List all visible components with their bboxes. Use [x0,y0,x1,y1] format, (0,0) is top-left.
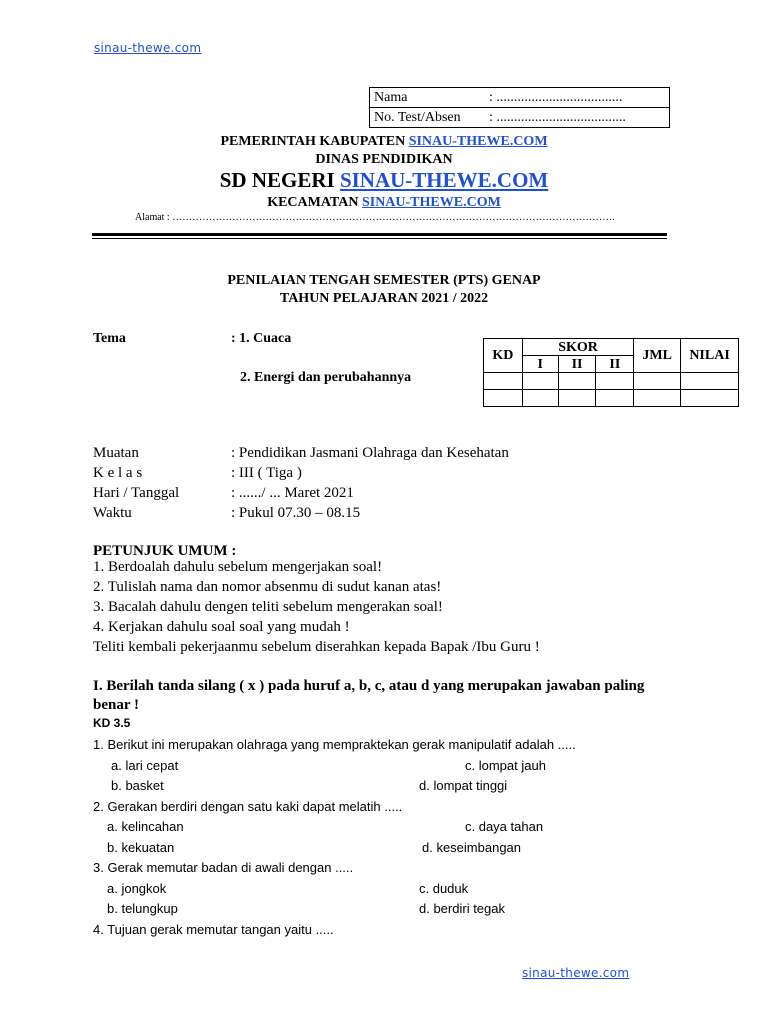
option-a[interactable]: a. lari cepat [111,757,179,773]
school-name [0,168,768,193]
score-header-jml: JML [634,339,681,373]
score-cell [558,390,596,407]
instruction-item: 3. Bacalah dahulu dengen teliti sebelum mengerakan soal! [93,599,443,615]
info-row-kelas [93,464,713,484]
letterhead-divider-thin [92,238,667,239]
option-b[interactable]: b. telungkup [107,901,178,916]
test-number-value: : ..................................... [489,110,626,125]
name-row [370,88,669,108]
option-a[interactable]: a. kelincahan [107,819,184,834]
section-instruction-cont: benar ! [93,697,139,713]
school-label: SD NEGERI [219,168,340,192]
info-row-tanggal [93,484,713,504]
option-b[interactable]: b. basket [111,778,164,793]
watermark-top-link[interactable]: sinau-thewe.com [94,41,202,55]
option-d[interactable]: d. berdiri tegak [419,901,505,916]
letterhead-dinas: DINAS PENDIDIKAN [315,152,453,167]
options-row [93,776,713,797]
info-label: K e l a s [93,465,143,481]
instructions-title: PETUNJUK UMUM : [93,543,237,559]
instruction-item: 1. Berdoalah dahulu sebelum mengerjakan soal! [93,559,383,575]
question-4: 4. Tujuan gerak memutar tangan yaitu ..... [93,921,334,937]
option-d[interactable]: d. lompat tinggi [419,778,508,793]
score-cell [596,373,634,390]
question-list [93,735,713,940]
score-cell [484,390,523,407]
kecamatan-link[interactable]: SINAU-THEWE.COM [361,195,501,210]
question-2: 2. Gerakan berdiri dengan satu kaki dapat melatih ..... [93,798,403,814]
score-header-ii-a: II [558,356,596,373]
exam-title: PENILAIAN TENGAH SEMESTER (PTS) GENAP [227,273,541,288]
instructions-list [93,558,713,658]
options-row [93,899,713,920]
score-cell [484,373,523,390]
info-label: Waktu [93,505,132,521]
score-row [484,390,739,407]
option-c[interactable]: c. lompat jauh [465,757,546,773]
options-row [93,838,713,859]
score-table [483,338,739,407]
government-link[interactable]: SINAU-THEWE.COM [408,134,548,149]
letterhead-government [0,133,768,150]
score-cell [558,373,596,390]
question-3: 3. Gerak memutar badan di awali dengan ..... [93,860,354,875]
score-header-i: I [522,356,558,373]
instruction-item: 2. Tulislah nama dan nomor absenmu di sudut kanan atas! [93,579,442,595]
student-name-box [369,87,670,128]
score-header-skor: SKOR [522,339,633,356]
score-cell [681,390,739,407]
kecamatan-label: KECAMATAN [267,195,362,210]
question-1: 1. Berikut ini merupakan olahraga yang mempraktekan gerak manipulatif adalah ..... [93,737,576,752]
tema-value-1: : 1. Cuaca [231,331,292,346]
letterhead-divider-thick [92,233,667,236]
exam-info [93,444,713,524]
score-cell [596,390,634,407]
instruction-item: Teliti kembali pekerjaanmu sebelum diserahkan kepada Bapak /Ibu Guru ! [93,639,540,655]
score-cell [522,373,558,390]
government-label: PEMERINTAH KABUPATEN [220,134,409,149]
name-value: : .................................... [489,90,623,105]
school-link[interactable]: SINAU-THEWE.COM [339,168,549,192]
option-b[interactable]: b. kekuatan [107,839,175,855]
info-label: Hari / Tanggal [93,485,180,501]
name-label: Nama [374,90,408,105]
info-row-muatan [93,444,713,464]
tema-label: Tema [93,331,126,346]
options-row [93,817,713,838]
option-a[interactable]: a. jongkok [107,880,167,896]
instruction-item: 4. Kerjakan dahulu soal soal yang mudah ! [93,619,350,635]
tema-value-2: 2. Energi dan perubahannya [240,370,412,385]
test-number-row [370,108,669,128]
options-row [93,879,713,900]
score-cell [634,390,681,407]
exam-year: TAHUN PELAJARAN 2021 / 2022 [279,291,489,306]
section-instruction: I. Berilah tanda silang ( x ) pada huruf a, b, c, atau d yang merupakan jawaban paling [93,678,645,694]
info-label: Muatan [93,445,139,461]
info-value: : Pukul 07.30 – 08.15 [231,505,361,521]
score-row [484,373,739,390]
letterhead-kecamatan [0,194,768,211]
test-number-label: No. Test/Absen [374,110,461,125]
option-c[interactable]: c. daya tahan [465,819,544,834]
option-d[interactable]: d. keseimbangan [422,839,522,855]
watermark-bottom-link[interactable]: sinau-thewe.com [522,966,630,980]
info-row-waktu [93,504,713,524]
score-cell [681,373,739,390]
address-line: Alamat : ……………………………………………………………………………………………………………………. [135,212,615,223]
score-cell [634,373,681,390]
kd-label: KD 3.5 [93,716,131,730]
score-cell [522,390,558,407]
options-row [93,756,713,777]
info-value: : III ( Tiga ) [231,465,302,481]
score-header-nilai: NILAI [681,339,739,373]
score-header-kd: KD [484,339,523,373]
info-value: : ....../ ... Maret 2021 [231,485,354,501]
info-value: : Pendidikan Jasmani Olahraga dan Kesehatan [231,445,509,461]
option-c[interactable]: c. duduk [419,880,469,896]
score-header-ii-b: II [596,356,634,373]
